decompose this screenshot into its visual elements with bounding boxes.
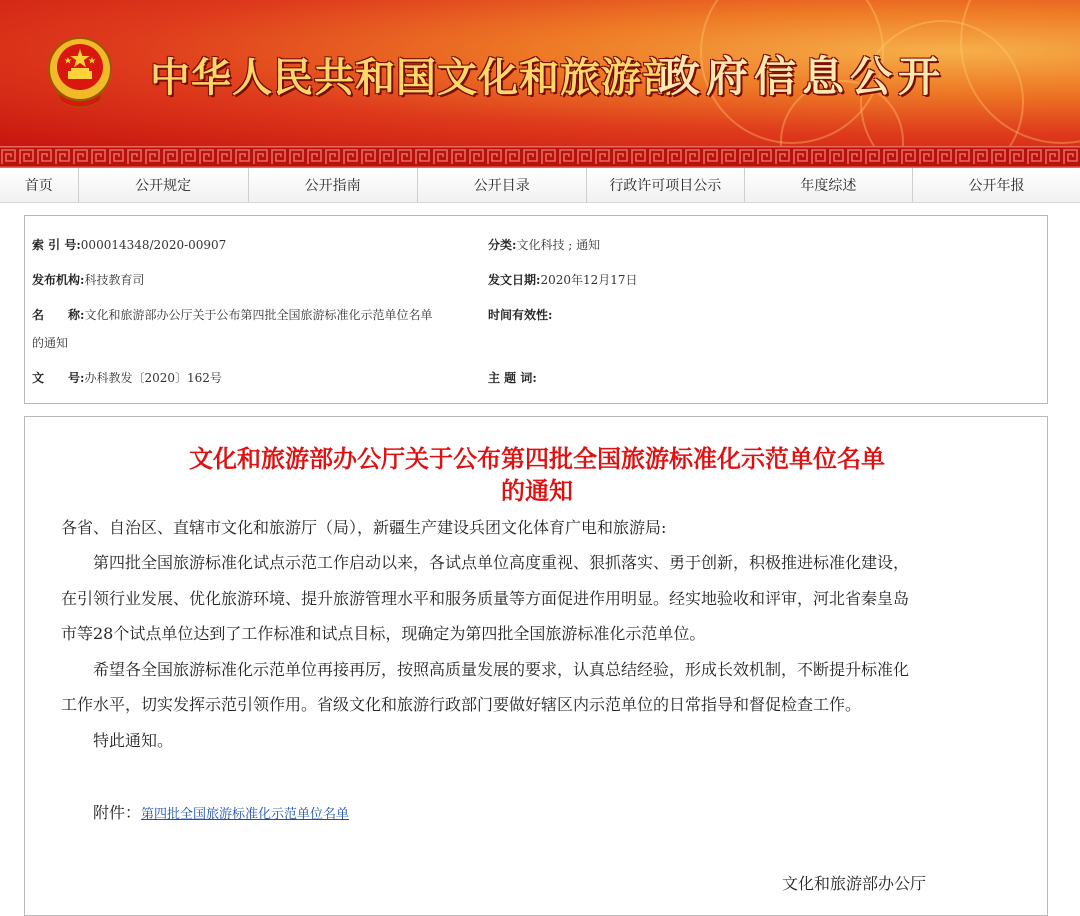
- issuer-label: 发布机构:: [32, 273, 85, 287]
- doc-number: [32, 369, 222, 386]
- paragraph-2-line-1: 希望各全国旅游标准化示范单位再接再厉，按照高质量发展的要求，认真总结经验，形成长效机制，不断提升标准化: [93, 660, 910, 679]
- document-body: [24, 416, 1048, 916]
- docno-label: 文 号:: [32, 371, 85, 385]
- nav-item-catalog[interactable]: 公开目录: [418, 168, 587, 202]
- closing: 特此通知。: [93, 731, 174, 750]
- category-value: 文化科技 ; 通知: [516, 238, 601, 252]
- validity: [488, 306, 552, 323]
- nav-item-permits[interactable]: 行政许可项目公示: [587, 168, 745, 202]
- category-label: 分类:: [488, 238, 517, 252]
- nav-item-annual-report[interactable]: 公开年报: [968, 177, 1025, 193]
- site-title: 中华人民共和国文化和旅游部: [150, 55, 683, 101]
- decorative-border: [0, 146, 1080, 168]
- index-number: [32, 236, 226, 253]
- keywords: [488, 369, 537, 386]
- issue-date: [488, 271, 638, 288]
- nav-item-guide[interactable]: 公开指南: [249, 168, 418, 202]
- attachment: [93, 802, 349, 826]
- document-title-continued: 的通知: [501, 477, 573, 505]
- document-title: 文化和旅游部办公厅关于公布第四批全国旅游标准化示范单位名单: [189, 445, 885, 473]
- main-nav: [0, 168, 1080, 203]
- paragraph-1-line-3: 市等28个试点单位达到了工作标准和试点目标，现确定为第四批全国旅游标准化示范单位。: [61, 624, 706, 643]
- nav-item-home[interactable]: 首页: [0, 168, 79, 202]
- docno-value: 办科教发〔2020〕162号: [84, 371, 222, 385]
- document-metadata: [24, 215, 1048, 404]
- keywords-label: 主 题 词:: [488, 371, 537, 385]
- name-label: 名 称:: [32, 308, 85, 322]
- index-value: 000014348/2020-00907: [80, 238, 227, 252]
- paragraph-1-line-2: 在引领行业发展、优化旅游环境、提升旅游管理水平和服务质量等方面促进作用明显。经实地验收和评审，河北省秦皇岛: [61, 589, 910, 608]
- name-value: 文化和旅游部办公厅关于公布第四批全国旅游标准化示范单位名单: [84, 308, 433, 322]
- nav-item-annual-summary[interactable]: 年度综述: [745, 168, 913, 202]
- header-banner: [0, 0, 1080, 146]
- nav-item-rules[interactable]: 公开规定: [79, 168, 249, 202]
- date-value: 2020年12月17日: [540, 273, 638, 287]
- doc-name: [32, 306, 432, 323]
- paragraph-2-line-2: 工作水平，切实发挥示范引领作用。省级文化和旅游行政部门要做好辖区内示范单位的日常指导和督促检查工作。: [61, 695, 862, 714]
- salutation: 各省、自治区、直辖市文化和旅游厅（局），新疆生产建设兵团文化体育广电和旅游局:: [61, 518, 667, 537]
- index-label: 索 引 号:: [32, 238, 81, 252]
- issuer: [32, 271, 144, 288]
- national-emblem-icon: [44, 35, 116, 111]
- doc-name-continued: 的通知: [32, 336, 69, 350]
- attachment-label: 附件：: [93, 803, 142, 822]
- paragraph-1-line-1: 第四批全国旅游标准化试点示范工作启动以来，各试点单位高度重视、狠抓落实、勇于创新，积极推进标准化建设，: [93, 553, 910, 572]
- category: [488, 236, 600, 253]
- validity-label: 时间有效性:: [488, 308, 553, 322]
- attachment-link[interactable]: 第四批全国旅游标准化示范单位名单: [141, 807, 350, 822]
- date-label: 发文日期:: [488, 273, 541, 287]
- signature: 文化和旅游部办公厅: [782, 874, 927, 893]
- site-subtitle: 政府信息公开: [658, 52, 947, 101]
- issuer-value: 科技教育司: [84, 273, 145, 287]
